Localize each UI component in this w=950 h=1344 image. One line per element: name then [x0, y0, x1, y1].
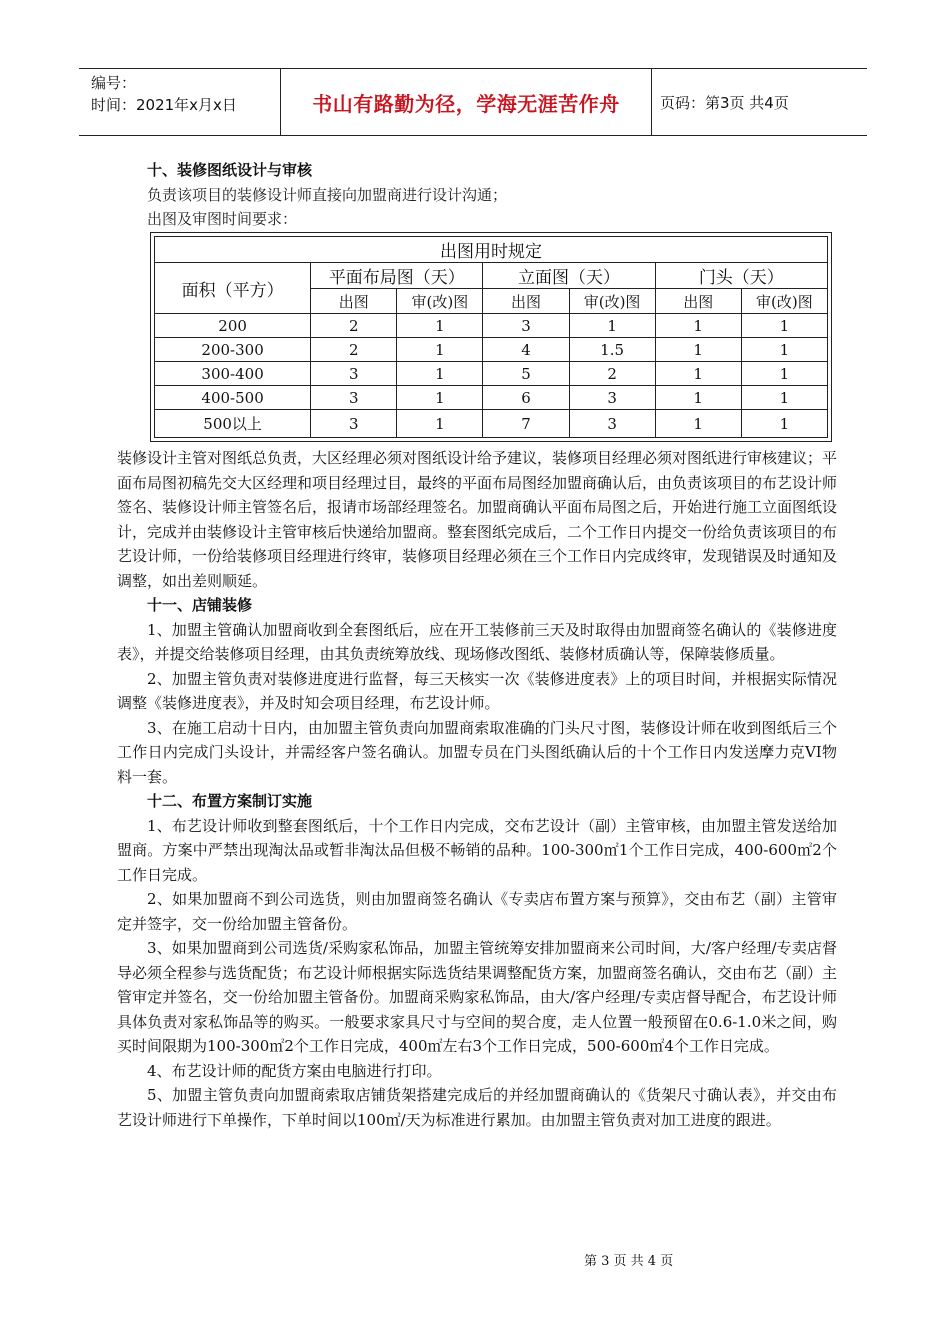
- table-cell: 1: [741, 386, 827, 410]
- table-row: [155, 386, 828, 410]
- table-cell: 1: [741, 314, 827, 338]
- table-cell: 3: [311, 386, 397, 410]
- section-11-item-3: 3、在施工启动十日内，由加盟主管负责向加盟商索取准确的门头尺寸图，装修设计师在收到图纸后三个工作日内完成门头设计，并需经客户签名确认。加盟专员在门头图纸确认后的十个工作日内发送摩力克VI物料一套。: [117, 718, 837, 786]
- table-cell: 200: [155, 314, 311, 338]
- group-header-plan: 平面布局图（天）: [311, 263, 483, 289]
- date-label: 时间：2021年x月x日: [91, 96, 237, 114]
- drawing-time-table: [150, 232, 832, 442]
- table-cell: 1: [397, 338, 483, 362]
- table-cell: 4: [483, 338, 569, 362]
- table-cell: 1: [397, 410, 483, 438]
- table-cell: 3: [569, 410, 655, 438]
- table-cell: 5: [483, 362, 569, 386]
- section-12-item-5: 5、加盟主管负责向加盟商索取店铺货架搭建完成后的并经加盟商确认的《货架尺寸确认表》，并交由布艺设计师进行下单操作，下单时间以100㎡/天为标准进行累加。由加盟主管负责对加工进度的跟进。: [117, 1086, 837, 1129]
- table-cell: 1: [655, 362, 741, 386]
- table-cell: 2: [311, 314, 397, 338]
- table-cell: 3: [311, 362, 397, 386]
- area-header: 面积（平方）: [155, 263, 311, 314]
- table-cell: 1: [397, 314, 483, 338]
- sub-header: 出图: [311, 289, 397, 314]
- table-cell: 1: [655, 410, 741, 438]
- table-cell: 1: [741, 410, 827, 438]
- section-12-item-1: 1、布艺设计师收到整套图纸后，十个工作日内完成，交布艺设计（副）主管审核，由加盟主管发送给加盟商。方案中严禁出现淘汰品或暂非淘汰品但极不畅销的品种。100-300㎡1个工作日完成，400-600㎡2个工作日完成。: [117, 816, 837, 884]
- table-cell: 3: [569, 386, 655, 410]
- section-10-line2: 出图及审图时间要求：: [147, 210, 298, 228]
- table-row: [155, 410, 828, 438]
- table-cell: 1: [397, 362, 483, 386]
- page-header: [79, 68, 867, 136]
- table-cell: 6: [483, 386, 569, 410]
- header-page-label: 页码：第3页 共4页: [660, 93, 789, 112]
- table-cell: 300-400: [155, 362, 311, 386]
- body-text: [117, 446, 837, 1132]
- table-cell: 200-300: [155, 338, 311, 362]
- table-cell: 1.5: [569, 338, 655, 362]
- section-11-title: 十一、店铺装修: [147, 596, 253, 614]
- section-10-title: 十、装修图纸设计与审核: [147, 161, 313, 179]
- table-cell: 1: [655, 338, 741, 362]
- sub-header: 审(改)图: [569, 289, 655, 314]
- sub-header: 审(改)图: [397, 289, 483, 314]
- section-12-title: 十二、布置方案制订实施: [147, 792, 313, 810]
- table-cell: 1: [655, 314, 741, 338]
- table-cell: 1: [741, 362, 827, 386]
- table-cell: 2: [311, 338, 397, 362]
- table-cell: 400-500: [155, 386, 311, 410]
- header-meta: [79, 69, 281, 135]
- table-row: [155, 338, 828, 362]
- table-grid: [154, 236, 828, 438]
- sub-header: 审(改)图: [741, 289, 827, 314]
- table-cell: 500以上: [155, 410, 311, 438]
- table-cell: 1: [569, 314, 655, 338]
- sub-header: 出图: [483, 289, 569, 314]
- table-cell: 2: [569, 362, 655, 386]
- table-cell: 3: [483, 314, 569, 338]
- table-row: [155, 314, 828, 338]
- group-header-storefront: 门头（天）: [655, 263, 827, 289]
- table-cell: 3: [311, 410, 397, 438]
- table-row: [155, 362, 828, 386]
- section-12-item-4: 4、布艺设计师的配货方案由电脑进行打印。: [147, 1061, 442, 1080]
- header-motto: 书山有路勤为径，学海无涯苦作舟: [281, 69, 652, 135]
- table-caption: 出图用时规定: [155, 237, 828, 263]
- group-header-elevation: 立面图（天）: [483, 263, 655, 289]
- section-10-line1: 负责该项目的装修设计师直接向加盟商进行设计沟通；: [147, 185, 508, 204]
- table-cell: 1: [397, 386, 483, 410]
- number-label: 编号：: [91, 74, 137, 92]
- section-12-item-3: 3、如果加盟商到公司选货/采购家私饰品，加盟主管统筹安排加盟商来公司时间，大/客户经理/专卖店督导必须全程参与选货配货；布艺设计师根据实际选货结果调整配货方案，加盟商签名确认，交由布艺（副）主管审定并签名，交一份给加盟主管备份。加盟商采购家私饰品，由大/客户经理/专卖店督导配合，布艺设计师具体负责对家私饰品等的购买。一般要求家具尺寸与空间的契合度，走人位置一般预留在0.6-1.0米之间，购买时间限期为100-300㎡2个工作日完成，400㎡左右3个工作日完成，500-600㎡4个工作日完成。: [117, 939, 838, 1055]
- table-cell: 1: [741, 338, 827, 362]
- section-12-item-2: 2、如果加盟商不到公司选货，则由加盟商签名确认《专卖店布置方案与预算》，交由布艺（副）主管审定并签字，交一份给加盟主管备份。: [117, 890, 837, 933]
- table-cell: 7: [483, 410, 569, 438]
- section-10-paragraph: 装修设计主管对图纸总负责，大区经理必须对图纸设计给予建议，装修项目经理必须对图纸进行审核建议；平面布局图初稿先交大区经理和项目经理过目，最终的平面布局图经加盟商确认后，由负责该项目的布艺设计师签名、装修设计师主管签名后，报请市场部经理签名。加盟商确认平面布局图之后，开始进行施工立面图纸设计，完成并由装修设计主管审核后快递给加盟商。整套图纸完成后，二个工作日内提交一份给负责该项目的布艺设计师，一份给装修项目经理进行终审，装修项目经理必须在三个工作日内完成终审，发现错误及时通知及调整，如出差则顺延。: [117, 449, 838, 590]
- footer-page-number: 第 3 页 共 4 页: [584, 1254, 674, 1269]
- sub-header: 出图: [655, 289, 741, 314]
- section-10-intro: [117, 158, 837, 232]
- section-11-item-2: 2、加盟主管负责对装修进度进行监督，每三天核实一次《装修进度表》上的项目时间，并根据实际情况调整《装修进度表》，并及时知会项目经理，布艺设计师。: [117, 669, 837, 712]
- section-11-item-1: 1、加盟主管确认加盟商收到全套图纸后，应在开工装修前三天及时取得由加盟商签名确认的《装修进度表》，并提交给装修项目经理，由其负责统筹放线、现场修改图纸、装修材质确认等，保障装修质量。: [117, 620, 837, 663]
- table-cell: 1: [655, 386, 741, 410]
